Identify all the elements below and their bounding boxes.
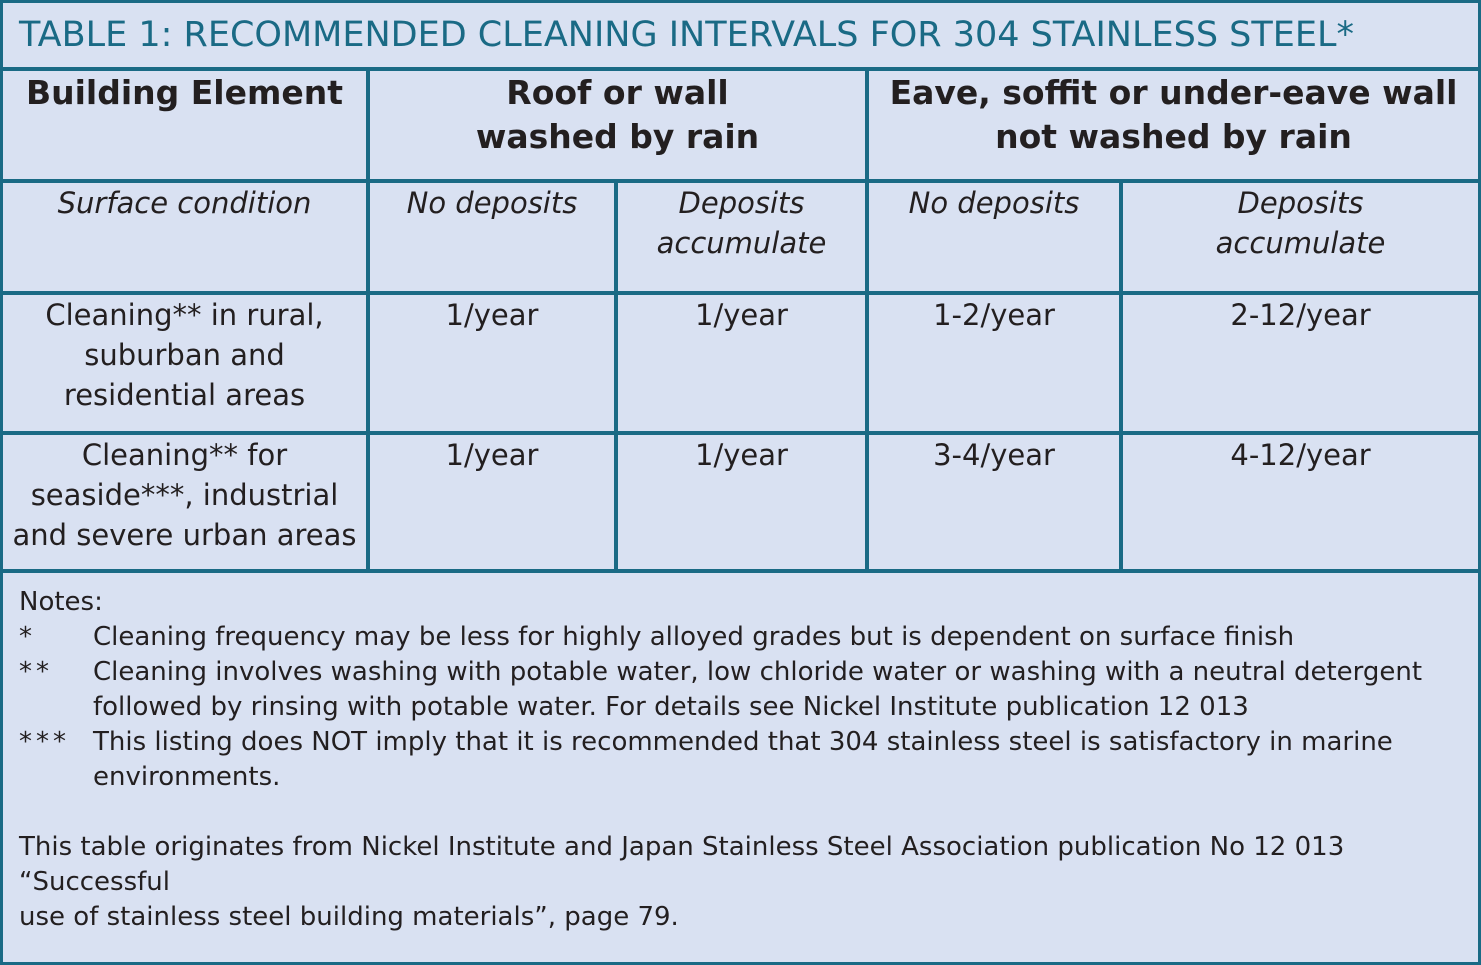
note-item-continuation <box>19 690 1459 725</box>
table-row <box>3 293 1478 433</box>
note-text: Cleaning involves washing with potable water, low chloride water or washing with a neutral detergent <box>93 657 1423 687</box>
note-item <box>19 725 1459 760</box>
note-item <box>19 655 1459 690</box>
note-mark: ** <box>19 657 53 687</box>
note-mark: *** <box>19 727 70 757</box>
cell-seaside-eave-no-deposits: 3-4/year <box>867 433 1121 571</box>
header-row <box>3 71 1478 181</box>
source-line: use of stainless steel building materials”, page 79. <box>19 902 679 932</box>
cell-rural-roof-deposits: 1/year <box>616 293 867 433</box>
row-label-rural: Cleaning** in rural, suburban and residential areas <box>3 293 368 433</box>
cell-rural-eave-deposits: 2-12/year <box>1121 293 1478 433</box>
note-text: Cleaning frequency may be less for highly alloyed grades but is dependent on surface finish <box>93 622 1295 652</box>
header-roof-or-wall: Roof or wall washed by rain <box>368 71 867 181</box>
table-title: TABLE 1: RECOMMENDED CLEANING INTERVALS FOR 304 STAINLESS STEEL* <box>3 3 1478 71</box>
cell-rural-eave-no-deposits: 1-2/year <box>867 293 1121 433</box>
cell-seaside-eave-deposits: 4-12/year <box>1121 433 1478 571</box>
subheader-roof-deposits: Deposits accumulate <box>616 181 867 293</box>
header-eave-soffit: Eave, soffit or under-eave wall not washed by rain <box>867 71 1478 181</box>
note-item <box>19 620 1459 655</box>
notes-section <box>19 585 1459 935</box>
header-building-element: Building Element <box>3 71 368 181</box>
subheader-surface-condition: Surface condition <box>3 181 368 293</box>
table-row <box>3 433 1478 571</box>
cell-seaside-roof-deposits: 1/year <box>616 433 867 571</box>
cell-seaside-roof-no-deposits: 1/year <box>368 433 616 571</box>
subheader-eave-deposits: Deposits accumulate <box>1121 181 1478 293</box>
source-note <box>19 830 1459 935</box>
notes-heading: Notes: <box>19 587 103 617</box>
cell-rural-roof-no-deposits: 1/year <box>368 293 616 433</box>
note-text: environments. <box>93 762 281 792</box>
subheader-roof-no-deposits: No deposits <box>368 181 616 293</box>
subheader-row <box>3 181 1478 293</box>
cleaning-intervals-table <box>3 71 1478 573</box>
note-mark: * <box>19 622 36 652</box>
note-item-continuation <box>19 760 1459 795</box>
row-label-seaside: Cleaning** for seaside***, industrial and severe urban areas <box>3 433 368 571</box>
subheader-eave-no-deposits: No deposits <box>867 181 1121 293</box>
note-text: This listing does NOT imply that it is recommended that 304 stainless steel is satisfactory in marine <box>93 727 1393 757</box>
note-text: followed by rinsing with potable water. For details see Nickel Institute publication 12 013 <box>93 692 1249 722</box>
source-line: This table originates from Nickel Institute and Japan Stainless Steel Association publication No 12 013 “Successful <box>19 832 1345 897</box>
